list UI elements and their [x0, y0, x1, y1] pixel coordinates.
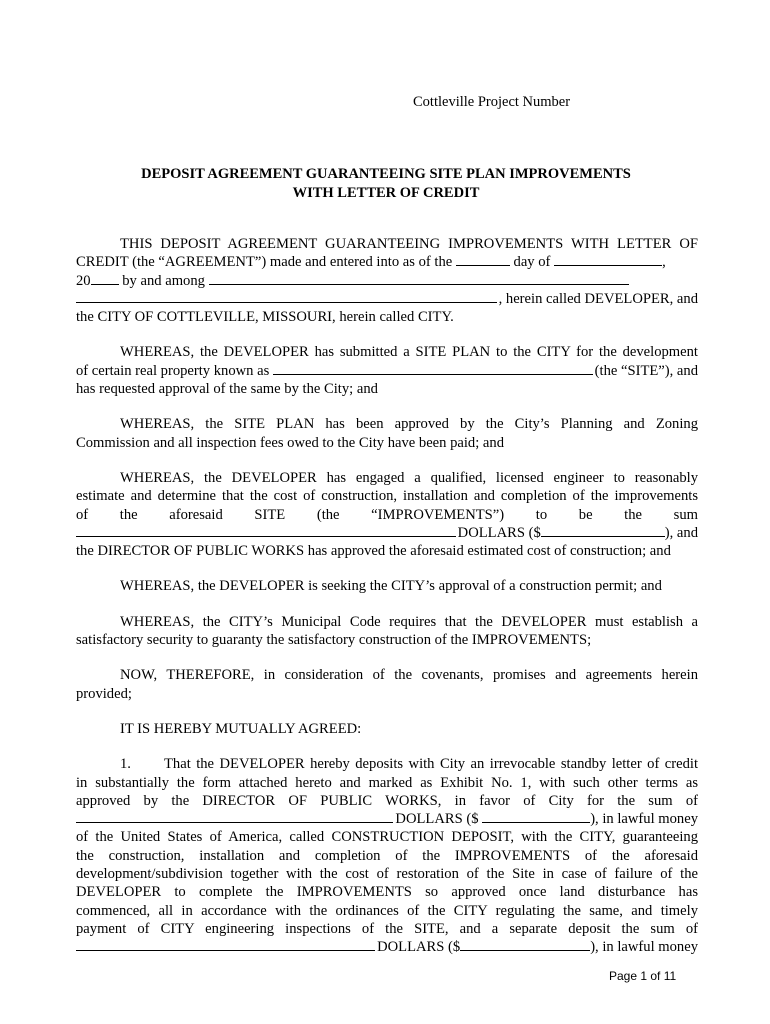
month-blank[interactable]	[554, 253, 662, 266]
paragraph-whereas-engineer: WHEREAS, the DEVELOPER has engaged a qualified, licensed engineer to reasonably estimate and determine that the cost of construction, installation and completion of the improvements of the aforesaid SITE (the “IMPROVEMENTS”) to be the sum DOLLARS ($ ), and the DIRECTOR OF PUBLIC WORKS has approved the aforesaid estimated cost of construction; and	[76, 469, 698, 560]
paragraph-whereas-code: WHEREAS, the CITY’s Municipal Code requires that the DEVELOPER must establish a satisfactory security to guaranty the satisfactory construction of the IMPROVEMENTS;	[76, 613, 698, 649]
document-title	[76, 165, 696, 203]
paragraph-agreed: IT IS HEREBY MUTUALLY AGREED:	[120, 720, 362, 737]
paragraph-clause-1: 1. That the DEVELOPER hereby deposits with City an irrevocable standby letter of credit in substantially the form attached hereto and marked as Exhibit No. 1, with such other terms as approved by the DIRECTOR OF PUBLIC WORKS, in favor of City for the sum of DOLLARS ($ ), in lawful money of the United States of America, called CONSTRUCTION DEPOSIT, with the CITY, guaranteeing the construction, installation and completion of the IMPROVEMENTS of the aforesaid development/subdivision together with the cost of restoration of the Site in case of failure of the DEVELOPER to complete the IMPROVEMENTS so approved once land disturbance has commenced, all in accordance with the ordinances of the CITY regulating the same, and timely payment of CITY engineering inspections of the SITE, and a separate deposit the sum of DOLLARS ($ ), in lawful money	[76, 756, 698, 956]
property-name-blank[interactable]	[273, 362, 593, 375]
paragraph-whereas-site-plan: WHEREAS, the DEVELOPER has submitted a SITE PLAN to the CITY for the development of certain real property known as (the “SITE”), and has requested approval of the same by the City; and	[76, 344, 698, 398]
inspection-sum-amount-blank[interactable]	[460, 938, 590, 951]
paragraph-whereas-approved: WHEREAS, the SITE PLAN has been approved by the City’s Planning and Zoning Commission and all inspection fees owed to the City have been paid; and	[76, 416, 698, 451]
paragraph-now-therefore: NOW, THEREFORE, in consideration of the covenants, promises and agreements herein provided;	[76, 667, 698, 702]
page-number: Page 1 of 11	[609, 969, 677, 983]
title-line-2: WITH LETTER OF CREDIT	[292, 185, 480, 201]
inspection-sum-words-blank[interactable]	[76, 938, 375, 951]
project-number-label: Cottleville Project Number	[413, 94, 571, 110]
party-blank-1[interactable]	[209, 272, 629, 285]
year-blank[interactable]	[91, 272, 119, 285]
deposit-sum-words-blank[interactable]	[76, 810, 393, 823]
title-line-1: DEPOSIT AGREEMENT GUARANTEEING SITE PLAN IMPROVEMENTS	[141, 166, 631, 182]
document-body	[76, 235, 698, 974]
paragraph-whereas-permit: WHEREAS, the DEVELOPER is seeking the CITY’s approval of a construction permit; and	[120, 578, 662, 595]
paragraph-preamble: THIS DEPOSIT AGREEMENT GUARANTEEING IMPROVEMENTS WITH LETTER OF CREDIT (the “AGREEMENT”) made and entered into as of the day of , 20 by and among , herein called DEVELOPER, and the CITY OF COTTLEVILLE, MISSOURI, herein called CITY.	[76, 236, 698, 326]
day-blank[interactable]	[456, 253, 510, 266]
developer-name-blank[interactable]	[76, 290, 497, 303]
deposit-sum-amount-blank[interactable]	[482, 810, 590, 823]
improvements-sum-amount-blank[interactable]	[541, 524, 665, 537]
improvements-sum-words-blank[interactable]	[76, 524, 456, 537]
clause-number: 1.	[120, 756, 131, 773]
